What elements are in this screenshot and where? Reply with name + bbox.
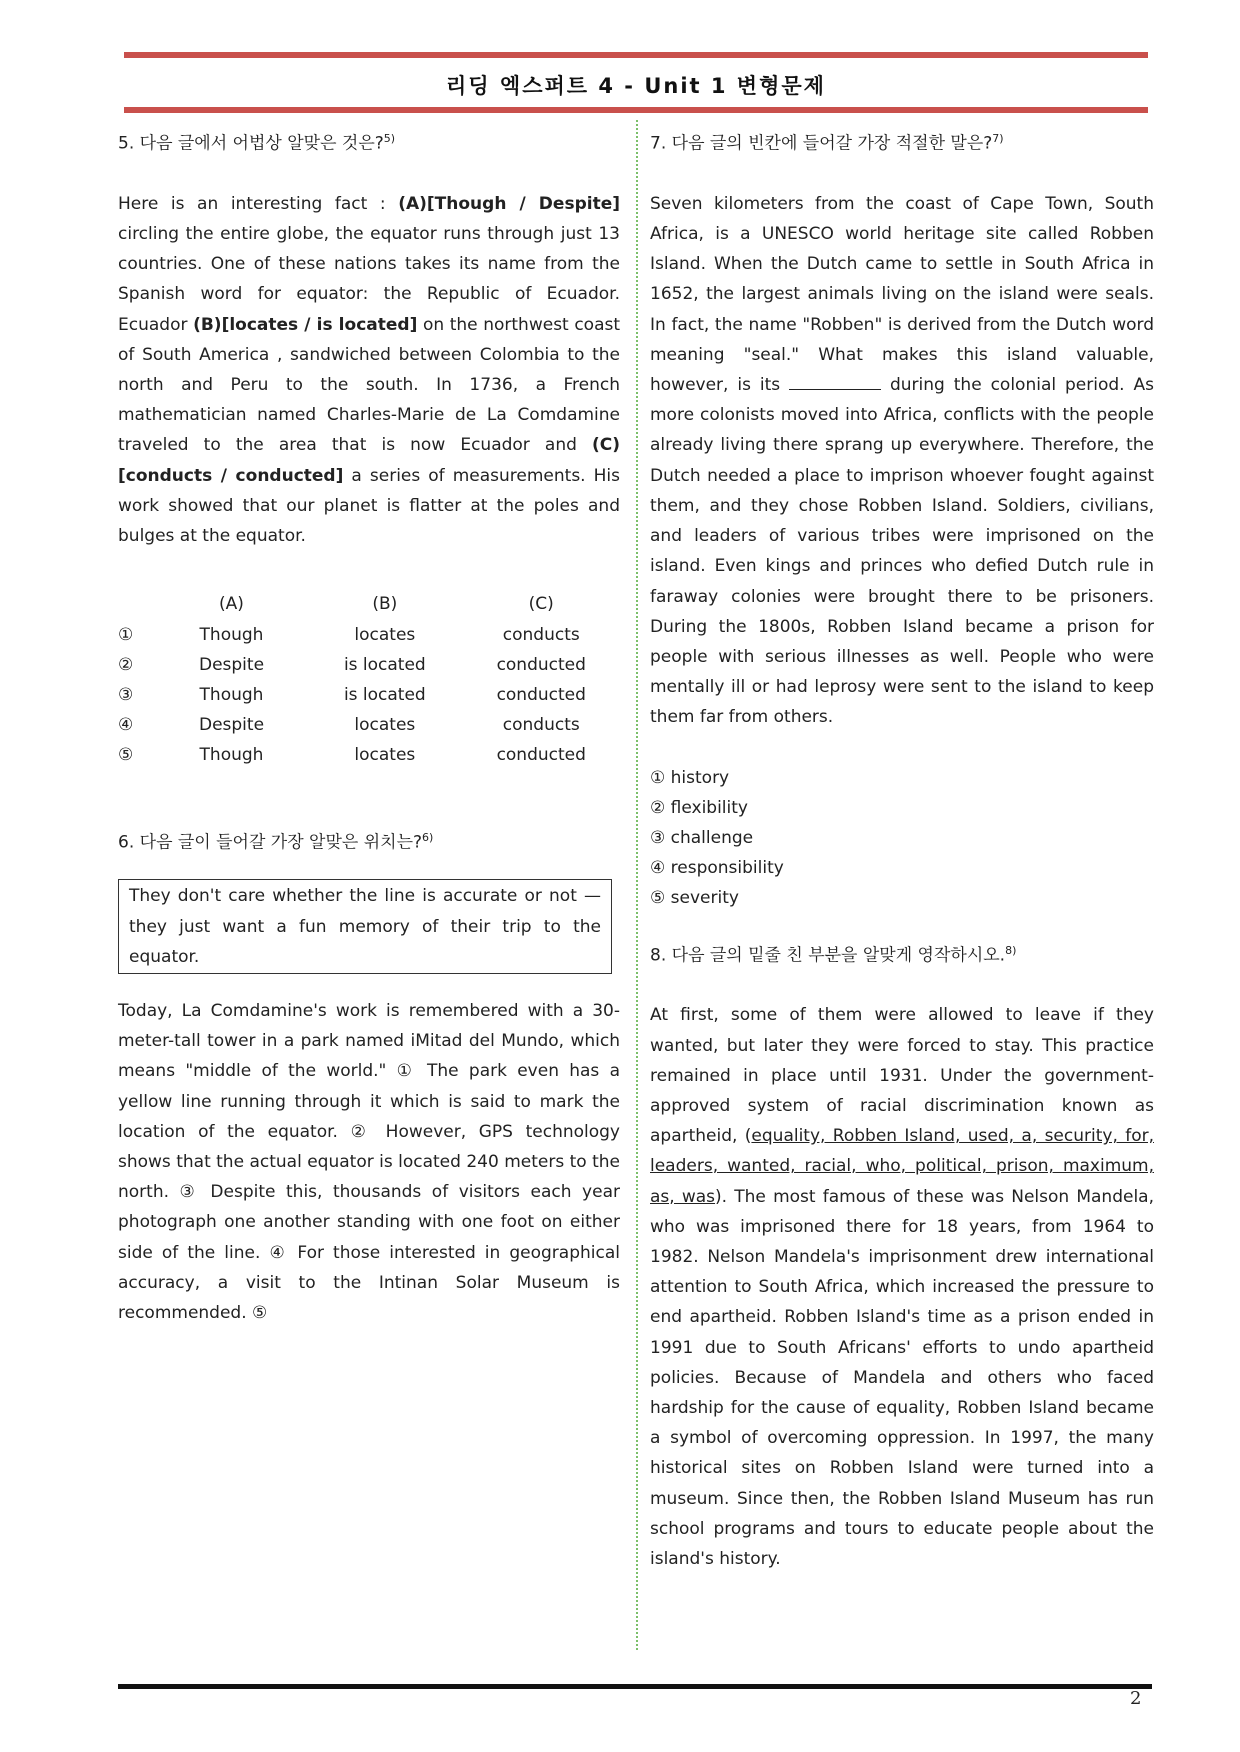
q8-footnote: 8) [1005, 943, 1017, 957]
left-column [118, 124, 620, 1328]
q7-number: 7. [650, 133, 667, 154]
q7-footnote: 7) [992, 132, 1004, 145]
q7-option[interactable]: ③ challenge [650, 827, 754, 848]
q5-footnote: 5) [383, 132, 396, 145]
header-bottom-rule [124, 107, 1148, 113]
q5-marker-c: (C)[conducts / conducted] [118, 435, 620, 486]
q7-passage: Seven kilometers from the coast of Cape Town, South Africa, is a UNESCO world heritage site called Robben Island. When the Dutch came to settle in South Africa in 1652, the largest animals living on the island were seals. In fact, the name "Robben" is derived from the Dutch word meaning "seal." What makes this island valuable, however, is its during the colonial period. As more colonists moved into Africa, conflicts with the people already living there sprang up everywhere. Therefore, the Dutch needed a place to imprison whoever fought against them, and they chose Robben Island. Soldiers, civilians, and leaders of various tribes were imprisoned on the island. Even kings and princes who defied Dutch rule in faraway colonies were brought there to be prisoners. During the 1800s, Robben Island became a prison for people with serious illnesses as well. People who were mentally ill or had leprosy were sent to the island to keep them far from others. [650, 193, 1154, 728]
q5-header-a: (A) [219, 594, 244, 615]
q8-question: 다음 글의 밑줄 친 부분을 알맞게 영작하시오. [671, 945, 1006, 966]
header-top-rule [124, 52, 1148, 58]
q6-insert-box: They don't care whether the line is accurate or not — they just want a fun memory of their trip to the equator. [118, 879, 612, 974]
page-number: 2 [1130, 1688, 1142, 1709]
q5-number: 5. [118, 133, 135, 154]
q5-choice-row[interactable]: ⑤ Though locates conducted [118, 745, 586, 766]
footer-rule [118, 1684, 1152, 1689]
q8-number: 8. [650, 945, 667, 966]
q8-underlined-words: equality, Robben Island, used, a, security, for, leaders, wanted, racial, who, political, prison, maximum, as, was [650, 1126, 1154, 1207]
q7-blank [789, 371, 881, 390]
q6-footnote: 6) [422, 830, 434, 844]
column-divider [636, 120, 638, 1650]
q5-choices-table [118, 589, 620, 770]
q7-title [650, 124, 1154, 159]
q5-marker-b: (B)[locates / is located] [193, 314, 418, 335]
q5-marker-a: (A)[Though / Despite] [398, 193, 620, 214]
q5-choice-row[interactable]: ① Though locates conducts [118, 624, 580, 645]
right-column [650, 124, 1154, 1574]
q8-passage: At first, some of them were allowed to leave if they wanted, but later they were forced to stay. This practice remained in place until 1931. Under the government-approved system of racial discrimination known as apartheid, (equality, Robben Island, used, a, security, for, leaders, wanted, racial, who, political, prison, maximum, as, was). The most famous of these was Nelson Mandela, who was imprisoned there for 18 years, from 1964 to 1982. Nelson Mandela's imprisonment drew international attention to South Africa, which increased the pressure to end apartheid. Robben Island's time as a prison ended in 1991 due to South Africans' efforts to undo apartheid policies. Because of Mandela and others who faced hardship for the cause of equality, Robben Island became a symbol of overcoming oppression. In 1997, the many historical sites on Robben Island were turned into a museum. Since then, the Robben Island Museum has run school programs and tours to educate people about the island's history. [650, 1005, 1154, 1570]
q7-option[interactable]: ② flexibility [650, 797, 748, 818]
q5-choice-row[interactable]: ③ Though is located conducted [118, 684, 586, 705]
q6-question: 다음 글이 들어갈 가장 알맞은 위치는? [139, 832, 423, 853]
q5-choice-row[interactable]: ④ Despite locates conducts [118, 715, 580, 736]
q8-title [650, 936, 1154, 971]
q7-option[interactable]: ① history [650, 767, 730, 788]
q5-choice-row[interactable]: ② Despite is located conducted [118, 654, 586, 675]
q5-header-c: (C) [528, 594, 554, 615]
q5-choices-header [118, 589, 620, 619]
q5-title [118, 124, 620, 159]
q6-title [118, 823, 620, 858]
q7-question: 다음 글의 빈칸에 들어갈 가장 적절한 말은? [671, 133, 993, 154]
q7-option[interactable]: ④ responsibility [650, 858, 784, 879]
q5-passage: Here is an interesting fact : (A)[Though / Despite] circling the entire globe, the equator runs through just 13 countries. One of these nations takes its name from the Spanish word for equator: the Republic of Ecuador. Ecuador (B)[locates / is located] on the northwest coast of South America , sandwiched between Colombia to the north and Peru to the south. In 1736, a French mathematician named Charles-Marie de La Comdamine traveled to the area that is now Ecuador and (C)[conducts / conducted] a series of measurements. His work showed that our planet is flatter at the poles and bulges at the equator. [118, 193, 621, 547]
page-title: 리딩 엑스퍼트 4 - Unit 1 변형문제 [446, 74, 826, 98]
q5-question: 다음 글에서 어법상 알맞은 것은? [139, 133, 384, 154]
q7-option[interactable]: ⑤ severity [650, 888, 739, 909]
q7-options [650, 763, 1154, 914]
q6-number: 6. [118, 832, 135, 853]
q6-passage: Today, La Comdamine's work is remembered with a 30-meter-tall tower in a park named iMitad del Mundo, which means "middle of the world." ① The park even has a yellow line running through it which is said to mark the location of the equator. ② However, GPS technology shows that the actual equator is located 240 meters to the north. ③ Despite this, thousands of visitors each year photograph one another standing with one foot on either side of the line. ④ For those interested in geographical accuracy, a visit to the Intinan Solar Museum is recommended. ⑤ [118, 1000, 620, 1324]
q5-header-b: (B) [372, 594, 398, 615]
